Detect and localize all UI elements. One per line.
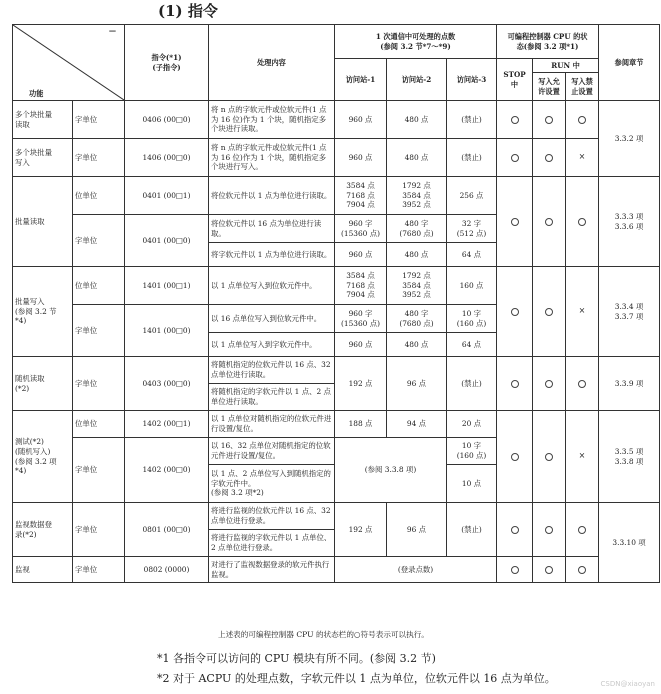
desc-cell: 将位软元件以 1 点为单位进行读取。 [209,177,335,215]
station1-cell: 960 点 [335,243,387,267]
footnote-2: *2 对于 ACPU 的处理点数，字软元件以 1 点为单位，位软元件以 16 点为单位。 [157,672,556,685]
forbid-circle-icon [566,557,599,583]
station1-cell: 960 字 (15360 点) [335,215,387,243]
station3-cell: 64 点 [447,333,497,357]
station2-cell: 480 点 [387,139,447,177]
desc-cell: 以 1 点单位写入到位软元件中。 [209,267,335,305]
stop-circle-icon [497,177,533,267]
ref-cell: 3.3.9 项 [599,357,660,411]
unit-cell: 位单位 [73,267,125,305]
forbid-cross-icon: × [566,267,599,357]
header-ref-chapter: 参阅章节 [599,25,660,101]
corner-header [13,25,125,101]
desc-cell: 将位软元件以 16 点为单位进行读取。 [209,215,335,243]
station2-cell: 1792 点 3584 点 3952 点 [387,177,447,215]
table-row [13,139,660,177]
station1-cell: 192 点 [335,503,387,557]
desc-cell: 以 1 点单位写入到字软元件中。 [209,333,335,357]
forbid-circle-icon [566,357,599,411]
station3-cell: (禁止) [447,357,497,411]
station3-cell: (禁止) [447,101,497,139]
station1-cell: 3584 点 7168 点 7904 点 [335,177,387,215]
desc-cell: 以 1 点单位对随机指定的位软元件进行设置/复位。 [209,411,335,438]
unit-cell: 字单位 [73,557,125,583]
allow-circle-icon [533,101,566,139]
header-cpu-state: 可编程控制器 CPU 的状 态(参阅 3.2 项*1) [497,25,599,59]
footnote-1: *1 各指令可以访问的 CPU 模块有所不同。(参阅 3.2 节) [157,652,436,665]
header-dash: — [108,26,116,35]
cmd-cell: 1402 (00□0) [125,438,209,503]
header-station-1: 访问站-1 [335,59,387,101]
station2-cell: 480 点 [387,243,447,267]
unit-cell: 字单位 [73,357,125,411]
cmd-cell: 0801 (00□0) [125,503,209,557]
forbid-circle-icon [566,177,599,267]
desc-cell: 将进行监视的位软元件以 16 点、32 点单位进行登录。 [209,503,335,530]
allow-circle-icon [533,139,566,177]
station2-cell: 480 字 (7680 点) [387,215,447,243]
station2-cell: 96 点 [387,357,447,411]
station1-cell: 960 点 [335,333,387,357]
allow-circle-icon [533,267,566,357]
desc-cell: 将随机指定的字软元件以 1 点、2 点单位进行读取。 [209,384,335,411]
func-cell: 多个块批量 读取 [13,101,73,139]
forbid-cross-icon: × [566,139,599,177]
cmd-cell: 1402 (00□1) [125,411,209,438]
header-stop: STOP 中 [497,59,533,101]
station1-cell: 192 点 [335,357,387,411]
station1-cell: 3584 点 7168 点 7904 点 [335,267,387,305]
desc-cell: 将 n 点的字软元件或位软元件(1 点为 16 位)作为 1 个块，随机指定多个块进行读取。 [209,101,335,139]
points-cell: (登录点数) [335,557,497,583]
allow-circle-icon [533,177,566,267]
command-table [12,24,660,583]
ref-cell: 3.3.3 项 3.3.6 项 [599,177,660,267]
desc-cell: 以 16、32 点单位对随机指定的位软元件进行设置/复位。 [209,438,335,465]
station3-cell: 32 字 (512 点) [447,215,497,243]
stop-circle-icon [497,357,533,411]
station2-cell: 96 点 [387,503,447,557]
unit-cell: 字单位 [73,101,125,139]
station1-cell: 960 点 [335,139,387,177]
cmd-cell: 0401 (00□0) [125,215,209,267]
header-write-forbid: 写入禁 止设置 [566,73,599,101]
header-station-2: 访问站-2 [387,59,447,101]
station3-cell: (禁止) [447,503,497,557]
ref-cell: 3.3.2 项 [599,101,660,177]
header-station-3: 访问站-3 [447,59,497,101]
table-note: 上述表的可编程控制器 CPU 的状态栏的○符号表示可以执行。 [218,630,429,639]
station3-cell: 10 点 [447,465,497,503]
unit-cell: 字单位 [73,215,125,267]
desc-cell: 以 1 点、2 点单位写入到随机指定的字软元件中。 (参阅 3.2 项*2) [209,465,335,503]
allow-circle-icon [533,557,566,583]
station1-cell: 960 点 [335,101,387,139]
unit-cell: 字单位 [73,139,125,177]
section-title: (1) 指令 [158,2,218,20]
unit-cell: 位单位 [73,177,125,215]
station3-cell: 10 字 (160 点) [447,438,497,465]
stop-circle-icon [497,503,533,557]
station12-cell: (参阅 3.3.8 项) [335,438,447,503]
desc-cell: 将 n 点的字软元件或位软元件(1 点为 16 位)作为 1 个块，随机指定多个块进行写入。 [209,139,335,177]
func-cell: 监视数据登 录(*2) [13,503,73,557]
desc-cell: 将随机指定的位软元件以 16 点、32 点单位进行读取。 [209,357,335,384]
cmd-cell: 0802 (0000) [125,557,209,583]
ref-cell: 3.3.4 项 3.3.7 项 [599,267,660,357]
header-write-allow: 写入允 许设置 [533,73,566,101]
ref-cell: 3.3.5 项 3.3.8 项 [599,411,660,503]
stop-circle-icon [497,267,533,357]
station2-cell: 480 点 [387,101,447,139]
func-cell: 批量写入 (参阅 3.2 节 *4) [13,267,73,357]
cmd-cell: 1401 (00□1) [125,267,209,305]
desc-cell: 对进行了监视数据登录的软元件执行监视。 [209,557,335,583]
table-row [13,557,660,583]
station1-cell: 188 点 [335,411,387,438]
cmd-cell: 1401 (00□0) [125,305,209,357]
station3-cell: (禁止) [447,139,497,177]
unit-cell: 位单位 [73,411,125,438]
cmd-cell: 1406 (00□0) [125,139,209,177]
table-row [13,267,660,305]
stop-circle-icon [497,139,533,177]
station3-cell: 10 字 (160 点) [447,305,497,333]
func-cell: 随机读取 (*2) [13,357,73,411]
forbid-circle-icon [566,503,599,557]
ref-cell: 3.3.10 项 [599,503,660,583]
cmd-cell: 0406 (00□0) [125,101,209,139]
station3-cell: 64 点 [447,243,497,267]
header-points: 1 次通信中可处理的点数 (参阅 3.2 节*7～*9) [335,25,497,59]
unit-cell: 字单位 [73,305,125,357]
forbid-circle-icon [566,101,599,139]
station3-cell: 20 点 [447,411,497,438]
desc-cell: 将字软元件以 1 点为单位进行读取。 [209,243,335,267]
watermark: CSDN@xiaoyan [600,680,655,688]
stop-circle-icon [497,411,533,503]
cmd-cell: 0401 (00□1) [125,177,209,215]
unit-cell: 字单位 [73,438,125,503]
func-cell: 批量读取 [13,177,73,267]
func-cell: 多个块批量 写入 [13,139,73,177]
cmd-cell: 0403 (00□0) [125,357,209,411]
allow-circle-icon [533,357,566,411]
table-row [13,357,660,384]
func-cell: 监视 [13,557,73,583]
table-row [13,411,660,438]
forbid-cross-icon: × [566,411,599,503]
desc-cell: 将进行监视的字软元件以 1 点单位、2 点单位进行登录。 [209,530,335,557]
station2-cell: 1792 点 3584 点 3952 点 [387,267,447,305]
station2-cell: 480 点 [387,333,447,357]
allow-circle-icon [533,503,566,557]
func-cell: 测试(*2) (随机写入) (参阅 3.2 项 *4) [13,411,73,503]
header-instruction: 指令(*1) (子指令) [125,25,209,101]
table-row [13,177,660,215]
desc-cell: 以 16 点单位写入到位软元件中。 [209,305,335,333]
table-row [13,503,660,530]
stop-circle-icon [497,101,533,139]
table-row [13,101,660,139]
unit-cell: 字单位 [73,503,125,557]
station3-cell: 160 点 [447,267,497,305]
station3-cell: 256 点 [447,177,497,215]
allow-circle-icon [533,411,566,503]
header-processing: 处理内容 [209,25,335,101]
station1-cell: 960 字 (15360 点) [335,305,387,333]
stop-circle-icon [497,557,533,583]
station2-cell: 480 字 (7680 点) [387,305,447,333]
header-function: 功能 [29,88,44,98]
station2-cell: 94 点 [387,411,447,438]
header-run: RUN 中 [533,59,599,73]
